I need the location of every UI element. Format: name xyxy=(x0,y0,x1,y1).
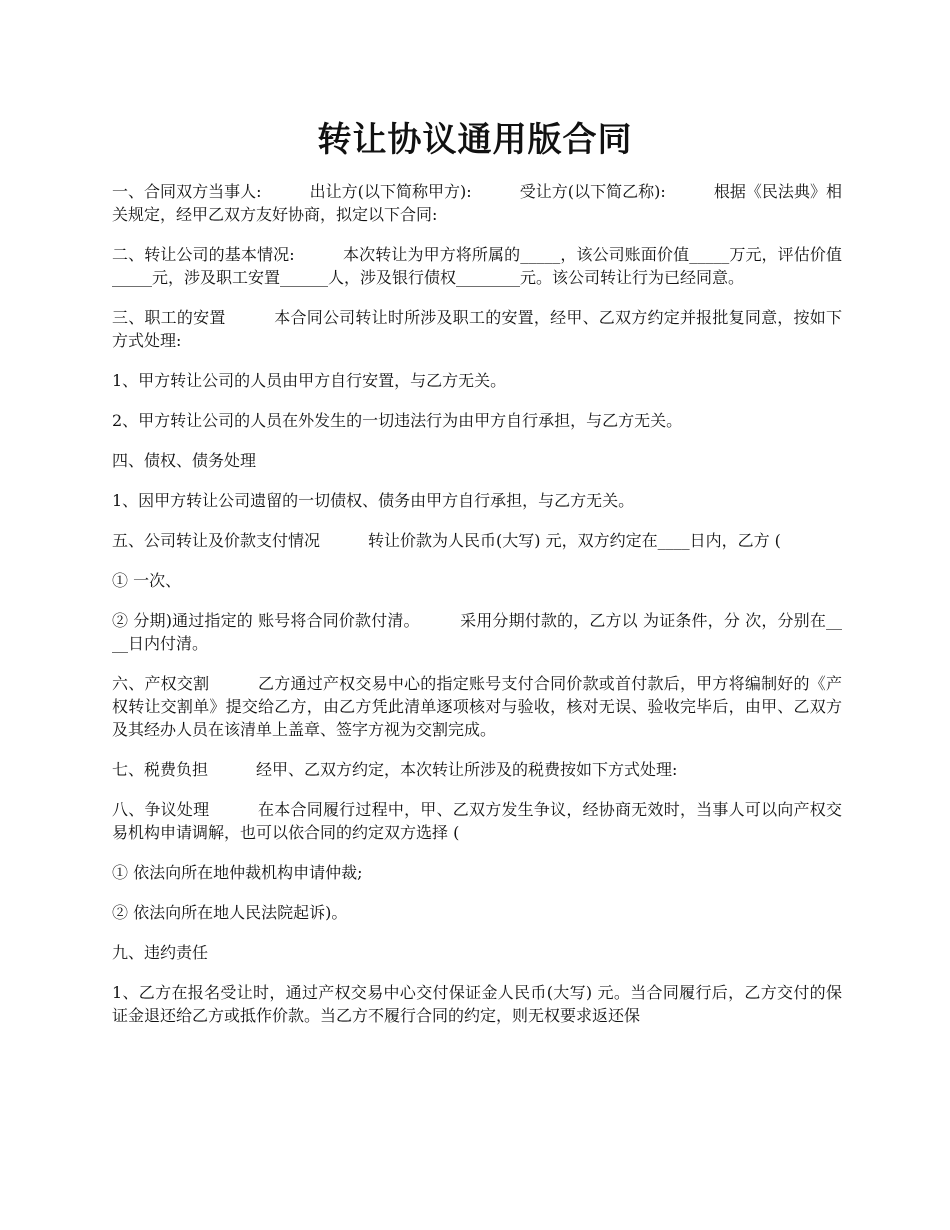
clause-staff-item-1: 1、甲方转让公司的人员由甲方自行安置，与乙方无关。 xyxy=(112,371,507,390)
clause-debts: 四、债权、债务处理 xyxy=(112,451,257,470)
clause-company-info: 二、转让公司的基本情况: 本次转让为甲方将所属的_____，该公司账面价值_____万元，评估价值_____元，涉及职工安置______人，涉及银行债权________元。该公司转让行为已经同意。 xyxy=(112,245,842,287)
document-title: 转让协议通用版合同 xyxy=(317,120,633,160)
document-body xyxy=(112,180,842,1044)
clause-liability: 九、违约责任 xyxy=(112,943,209,962)
clause-taxes: 七、税费负担 经甲、乙双方约定，本次转让所涉及的税费按如下方式处理: xyxy=(112,760,678,779)
clause-payment-option-2: ② 分期)通过指定的 账号将合同价款付清。 采用分期付款的，乙方以 为证条件，分 次，分别在____日内付清。 xyxy=(112,611,842,653)
clause-payment: 五、公司转让及价款支付情况 转让价款为人民币(大写) 元，双方约定在____日内，乙方 ( xyxy=(112,531,781,550)
clause-staff-item-2: 2、甲方转让公司的人员在外发生的一切违法行为由甲方自行承担，与乙方无关。 xyxy=(112,411,683,430)
clause-payment-option-1: ① 一次、 xyxy=(112,571,182,590)
clause-staff-placement: 三、职工的安置 本合同公司转让时所涉及职工的安置，经甲、乙双方约定并报批复同意，按如下方式处理: xyxy=(112,308,842,350)
clause-disputes-option-1: ① 依法向所在地仲裁机构申请仲裁; xyxy=(112,863,363,882)
clause-disputes: 八、争议处理 在本合同履行过程中，甲、乙双方发生争议，经协商无效时，当事人可以向产权交易机构申请调解，也可以依合同的约定双方选择 ( xyxy=(112,800,842,842)
clause-liability-item-1: 1、乙方在报名受让时，通过产权交易中心交付保证金人民币(大写) 元。当合同履行后，乙方交付的保证金退还给乙方或抵作价款。当乙方不履行合同的约定，则无权要求返还保 xyxy=(112,983,842,1025)
clause-parties: 一、合同双方当事人: 出让方(以下简称甲方): 受让方(以下简乙称): 根据《民法典》相关规定，经甲乙双方友好协商，拟定以下合同: xyxy=(112,182,842,224)
clause-disputes-option-2: ② 依法向所在地人民法院起诉)。 xyxy=(112,903,348,922)
clause-handover: 六、产权交割 乙方通过产权交易中心的指定账号支付合同价款或首付款后，甲方将编制好的《产权转让交割单》提交给乙方，由乙方凭此清单逐项核对与验收，核对无误、验收完毕后，由甲、乙双方及其经办人员在该清单上盖章、签字方视为交割完成。 xyxy=(112,674,842,739)
clause-debts-item-1: 1、因甲方转让公司遗留的一切债权、债务由甲方自行承担，与乙方无关。 xyxy=(112,491,635,510)
